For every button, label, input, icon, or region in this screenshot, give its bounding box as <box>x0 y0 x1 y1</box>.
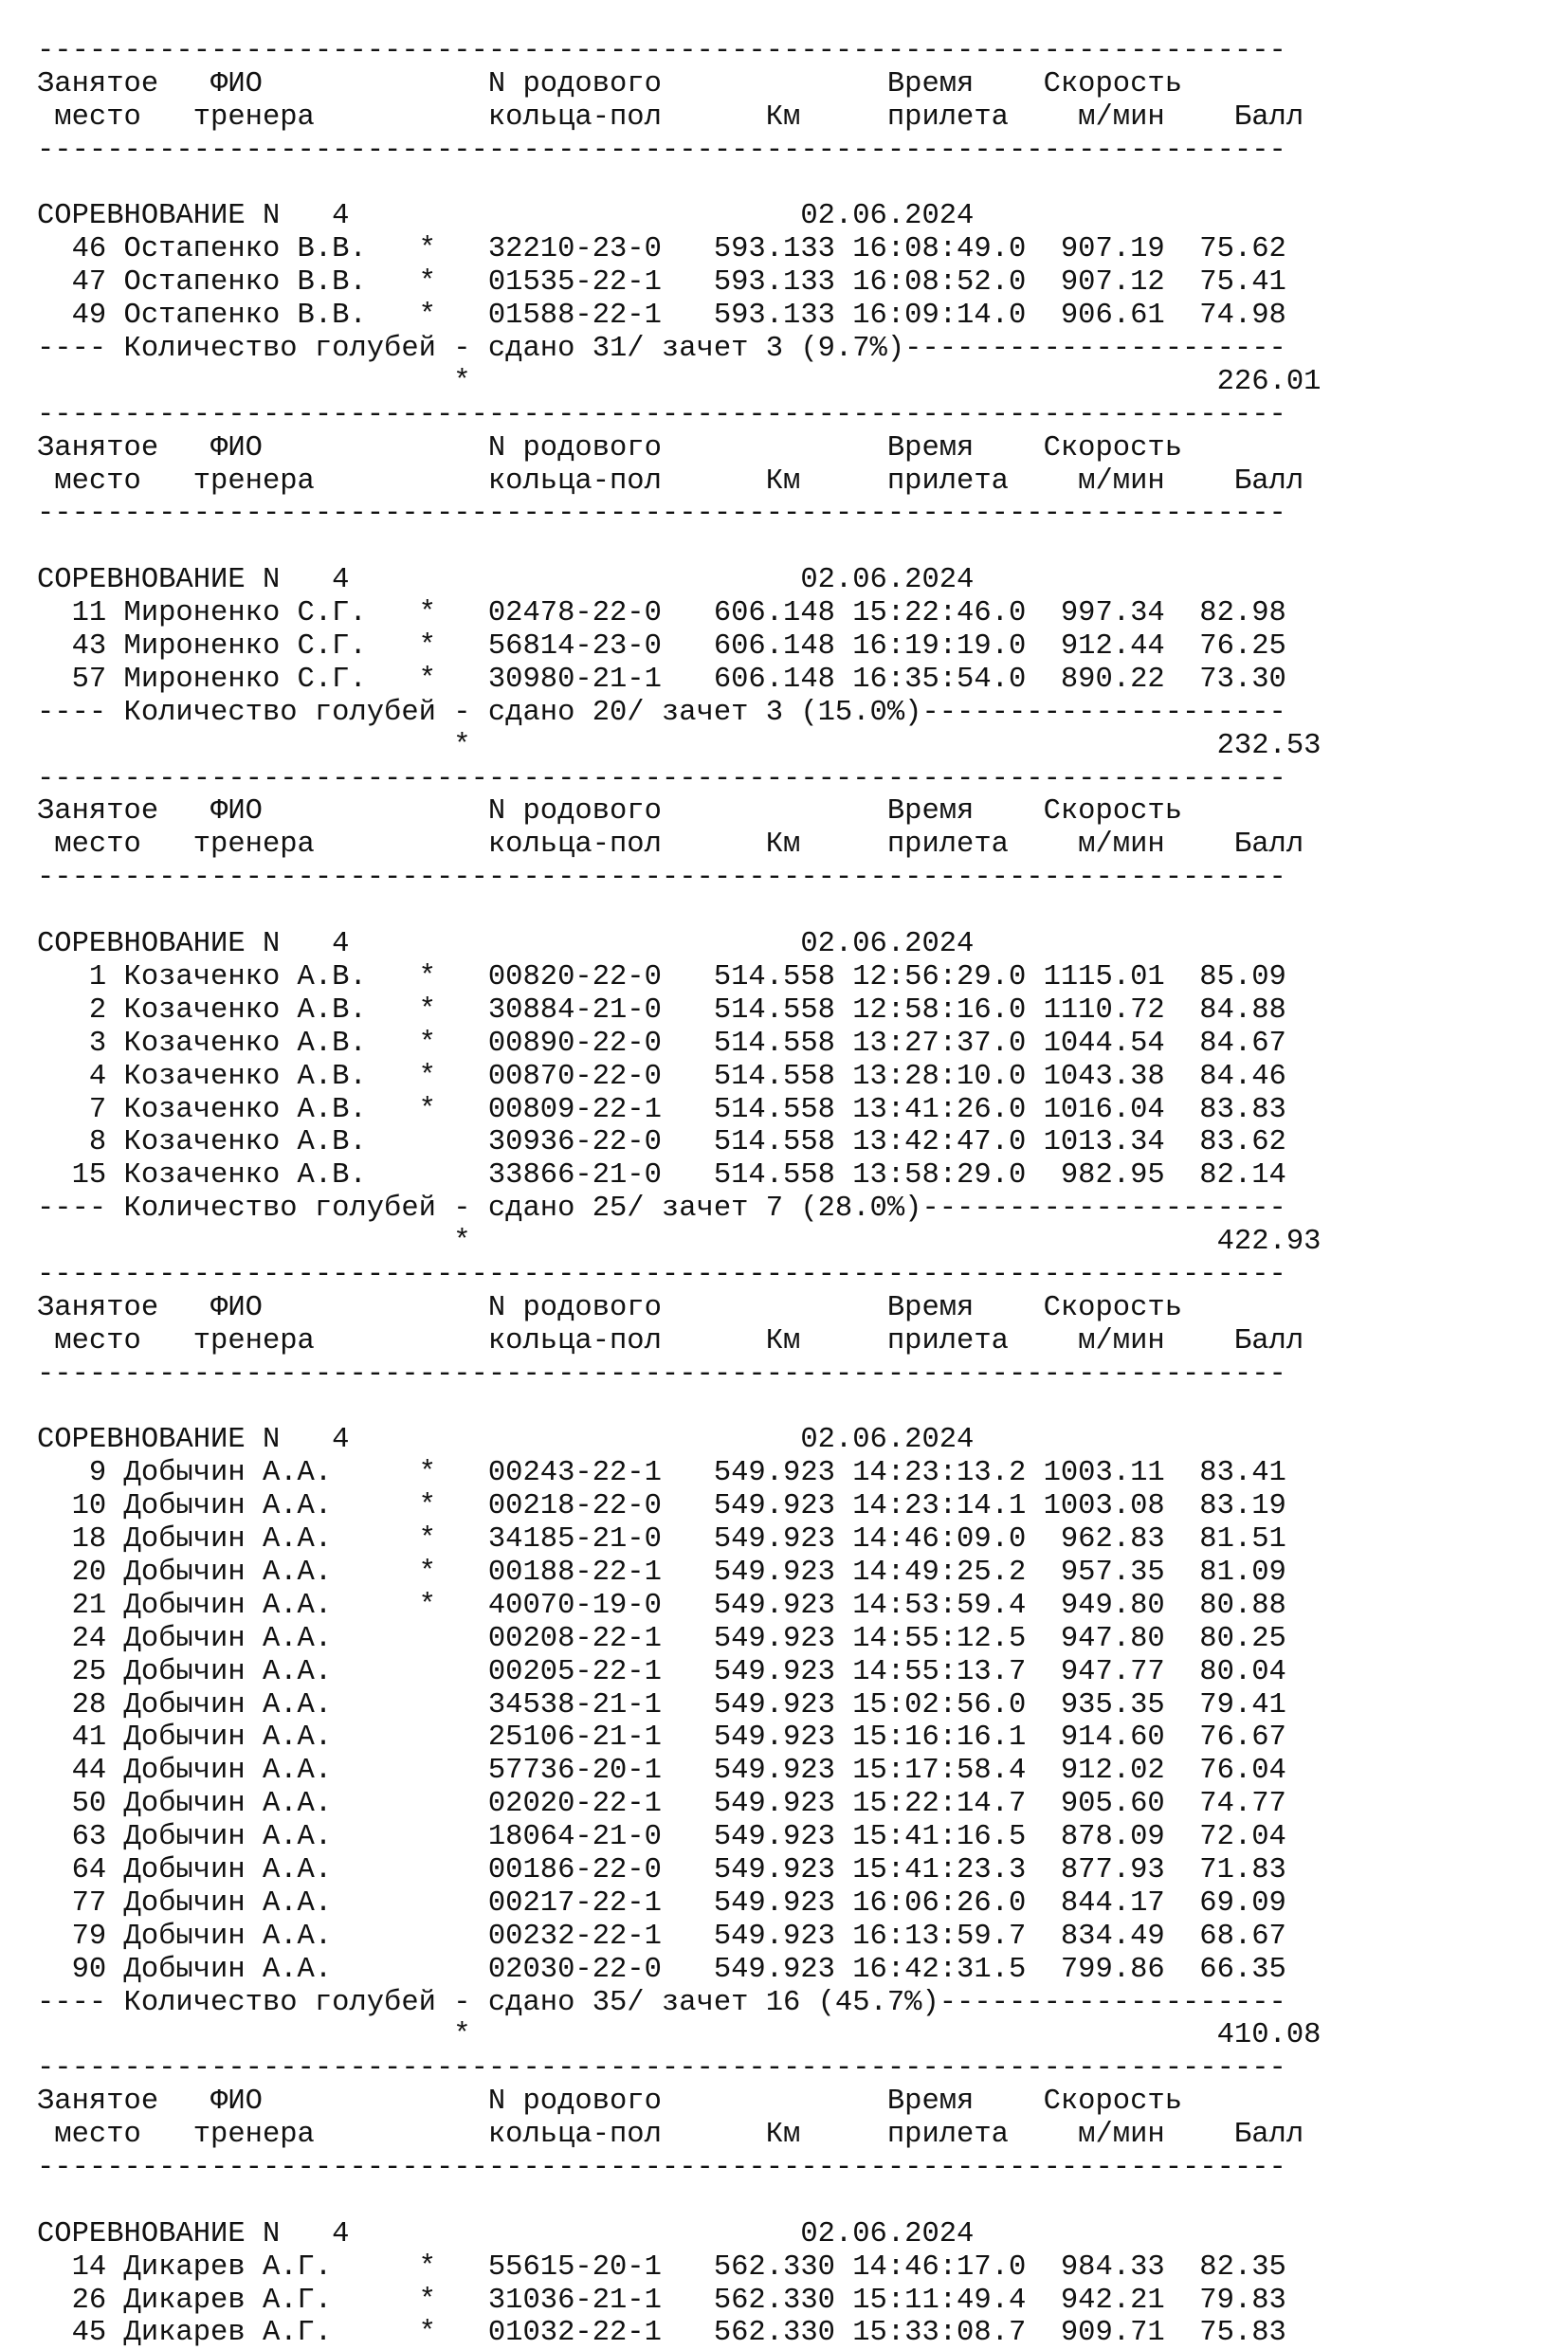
total-line: * 410.08 <box>37 2019 1322 2052</box>
result-row: 2 Козаченко А.В. * 30884-21-0 514.558 12:58:16.0 1110.72 84.88 <box>37 993 1286 1027</box>
result-row: 47 Остапенко В.В. * 01535-22-1 593.133 16:08:52.0 907.12 75.41 <box>37 266 1286 300</box>
result-row: 90 Добычин А.А. 02030-22-0 549.923 16:42:31.5 799.86 66.35 <box>37 1953 1286 1986</box>
total-line: * 226.01 <box>37 365 1322 398</box>
column-header-line-1: Занятое ФИО N родового Время Скорость <box>37 2086 1182 2119</box>
result-row: 28 Добычин А.А. 34538-21-1 549.923 15:02:56.0 935.35 79.41 <box>37 1688 1286 1722</box>
column-header-line-1: Занятое ФИО N родового Время Скорость <box>37 67 1182 100</box>
summary-line: ---- Количество голубей - сдано 35/ зачет 16 (45.7%)-------------------- <box>37 1986 1286 2019</box>
result-row: 9 Добычин А.А. * 00243-22-1 549.923 14:23:13.2 1003.11 83.41 <box>37 1457 1286 1490</box>
separator-line: ------------------------------------------------------------------------ <box>37 498 1286 531</box>
result-row: 4 Козаченко А.В. * 00870-22-0 514.558 13:28:10.0 1043.38 84.46 <box>37 1060 1286 1093</box>
result-row: 14 Дикарев А.Г. * 55615-20-1 562.330 14:46:17.0 984.33 82.35 <box>37 2250 1286 2284</box>
result-row: 25 Добычин А.А. 00205-22-1 549.923 14:55:13.7 947.77 80.04 <box>37 1655 1286 1688</box>
blank-line <box>37 168 1321 201</box>
column-header-line-2: место тренера кольца-пол Км прилета м/мин Балл <box>37 1324 1304 1357</box>
result-row: 21 Добычин А.А. * 40070-19-0 549.923 14:53:59.4 949.80 80.88 <box>37 1589 1286 1622</box>
summary-line: ---- Количество голубей - сдано 25/ зачет 7 (28.0%)--------------------- <box>37 1193 1286 1226</box>
summary-line: ---- Количество голубей - сдано 20/ зачет 3 (15.0%)--------------------- <box>37 696 1286 729</box>
result-row: 3 Козаченко А.В. * 00890-22-0 514.558 13:27:37.0 1044.54 84.67 <box>37 1027 1286 1060</box>
separator-line: ------------------------------------------------------------------------ <box>37 35 1286 67</box>
result-row: 1 Козаченко А.В. * 00820-22-0 514.558 12:56:29.0 1115.01 85.09 <box>37 960 1286 993</box>
competition-line: СОРЕВНОВАНИЕ N 4 02.06.2024 <box>37 1424 975 1457</box>
total-line: * 422.93 <box>37 1226 1322 1259</box>
total-line: * 232.53 <box>37 729 1322 762</box>
competition-line: СОРЕВНОВАНИЕ N 4 02.06.2024 <box>37 564 975 597</box>
results-printout <box>37 35 1321 2350</box>
competition-line: СОРЕВНОВАНИЕ N 4 02.06.2024 <box>37 928 975 961</box>
result-row: 46 Остапенко В.В. * 32210-23-0 593.133 16:08:49.0 907.19 75.62 <box>37 233 1286 266</box>
result-row: 20 Добычин А.А. * 00188-22-1 549.923 14:49:25.2 957.35 81.09 <box>37 1556 1286 1589</box>
separator-line: ------------------------------------------------------------------------ <box>37 1357 1286 1391</box>
separator-line: ------------------------------------------------------------------------ <box>37 2052 1286 2086</box>
competition-line: СОРЕВНОВАНИЕ N 4 02.06.2024 <box>37 2217 975 2250</box>
result-row: 49 Остапенко В.В. * 01588-22-1 593.133 16:09:14.0 906.61 74.98 <box>37 300 1286 333</box>
result-row: 44 Добычин А.А. 57736-20-1 549.923 15:17:58.4 912.02 76.04 <box>37 1755 1286 1788</box>
competition-line: СОРЕВНОВАНИЕ N 4 02.06.2024 <box>37 200 975 233</box>
result-row: 11 Мироненко С.Г. * 02478-22-0 606.148 15:22:46.0 997.34 82.98 <box>37 597 1286 630</box>
column-header-line-2: место тренера кольца-пол Км прилета м/мин Балл <box>37 465 1304 498</box>
column-header-line-1: Занятое ФИО N родового Время Скорость <box>37 1291 1182 1324</box>
result-row: 8 Козаченко А.В. 30936-22-0 514.558 13:42:47.0 1013.34 83.62 <box>37 1126 1286 1159</box>
result-row: 26 Дикарев А.Г. * 31036-21-1 562.330 15:11:49.4 942.21 79.83 <box>37 2284 1286 2317</box>
result-row: 77 Добычин А.А. 00217-22-1 549.923 16:06:26.0 844.17 69.09 <box>37 1886 1286 1920</box>
result-row: 7 Козаченко А.В. * 00809-22-1 514.558 13:41:26.0 1016.04 83.83 <box>37 1093 1286 1126</box>
summary-line: ---- Количество голубей - сдано 31/ зачет 3 (9.7%)---------------------- <box>37 333 1286 366</box>
result-row: 63 Добычин А.А. 18064-21-0 549.923 15:41:16.5 878.09 72.04 <box>37 1821 1286 1854</box>
separator-line: ------------------------------------------------------------------------ <box>37 398 1286 431</box>
result-row: 50 Добычин А.А. 02020-22-1 549.923 15:22:14.7 905.60 74.77 <box>37 1788 1286 1821</box>
separator-line: ------------------------------------------------------------------------ <box>37 862 1286 895</box>
blank-line <box>37 531 1321 564</box>
column-header-line-2: место тренера кольца-пол Км прилета м/мин Балл <box>37 2119 1304 2152</box>
blank-line <box>37 1392 1321 1425</box>
result-row: 79 Добычин А.А. 00232-22-1 549.923 16:13:59.7 834.49 68.67 <box>37 1920 1286 1953</box>
result-row: 18 Добычин А.А. * 34185-21-0 549.923 14:46:09.0 962.83 81.51 <box>37 1523 1286 1557</box>
result-row: 57 Мироненко С.Г. * 30980-21-1 606.148 16:35:54.0 890.22 73.30 <box>37 663 1286 696</box>
column-header-line-1: Занятое ФИО N родового Время Скорость <box>37 431 1182 465</box>
column-header-line-2: место тренера кольца-пол Км прилета м/мин Балл <box>37 829 1304 862</box>
separator-line: ------------------------------------------------------------------------ <box>37 2152 1286 2184</box>
column-header-line-1: Занятое ФИО N родового Время Скорость <box>37 795 1182 829</box>
result-row: 64 Добычин А.А. 00186-22-0 549.923 15:41:23.3 877.93 71.83 <box>37 1853 1286 1886</box>
result-row: 43 Мироненко С.Г. * 56814-23-0 606.148 16:19:19.0 912.44 76.25 <box>37 630 1286 664</box>
result-row: 10 Добычин А.А. * 00218-22-0 549.923 14:23:14.1 1003.08 83.19 <box>37 1490 1286 1523</box>
separator-line: ------------------------------------------------------------------------ <box>37 762 1286 795</box>
blank-line <box>37 2185 1321 2218</box>
separator-line: ------------------------------------------------------------------------ <box>37 134 1286 167</box>
result-row: 24 Добычин А.А. 00208-22-1 549.923 14:55:12.5 947.80 80.25 <box>37 1622 1286 1655</box>
separator-line: ------------------------------------------------------------------------ <box>37 1258 1286 1291</box>
column-header-line-2: место тренера кольца-пол Км прилета м/мин Балл <box>37 100 1304 134</box>
result-row: 15 Козаченко А.В. 33866-21-0 514.558 13:58:29.0 982.95 82.14 <box>37 1159 1286 1193</box>
result-row: 45 Дикарев А.Г. * 01032-22-1 562.330 15:33:08.7 909.71 75.83 <box>37 2317 1286 2350</box>
blank-line <box>37 895 1321 928</box>
result-row: 41 Добычин А.А. 25106-21-1 549.923 15:16:16.1 914.60 76.67 <box>37 1722 1286 1755</box>
